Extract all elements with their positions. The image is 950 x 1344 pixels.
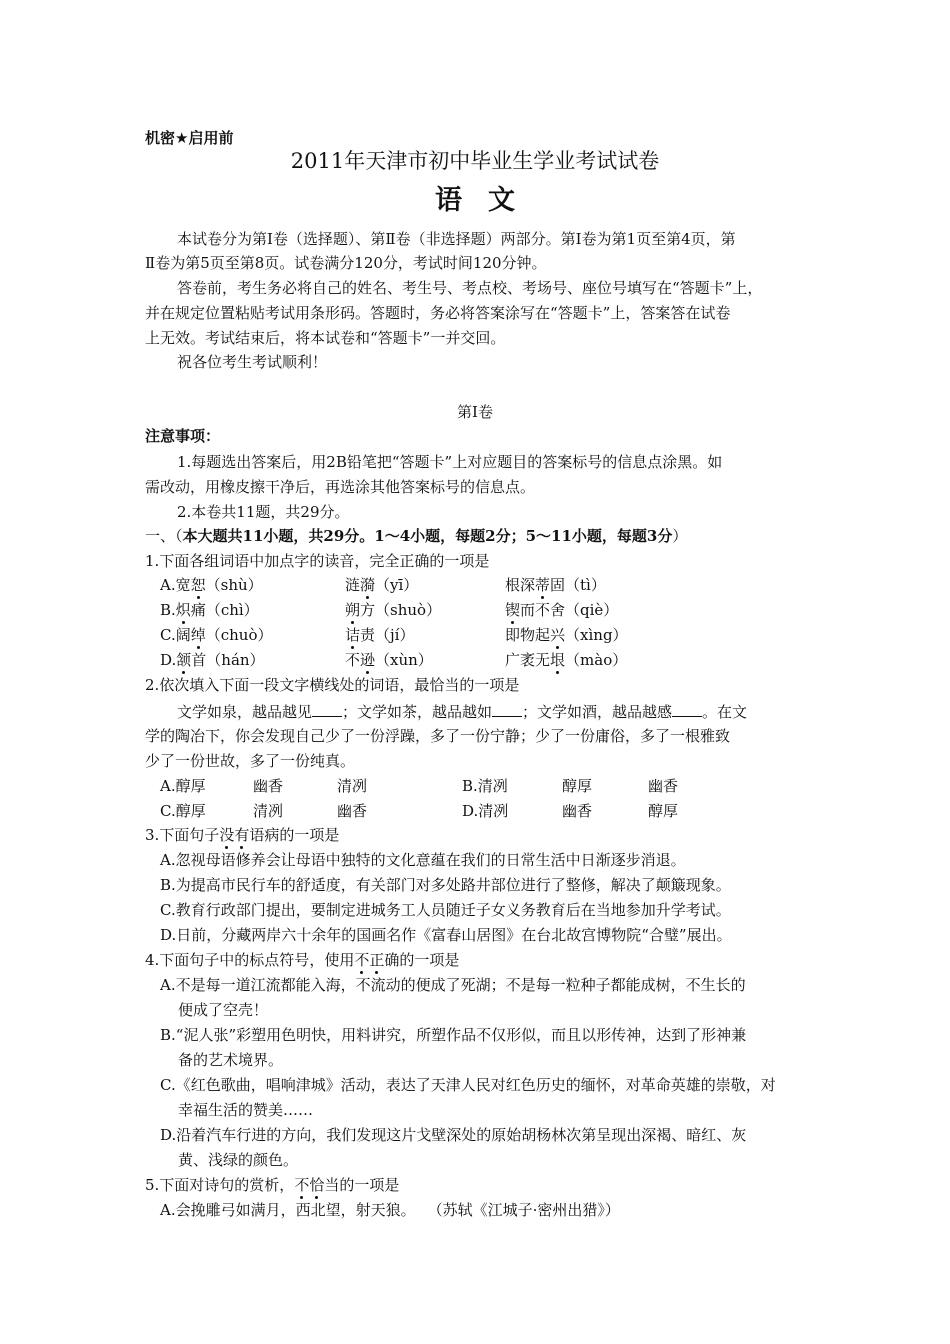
q1-opt-b-2: 朔方（shuò） xyxy=(345,601,442,619)
q2-opt-d: D.清冽 幽香 醇厚 xyxy=(462,802,679,820)
intro-line-6: 祝各位考生考试顺利！ xyxy=(177,353,328,371)
intro-line-1: 本试卷分为第Ⅰ卷（选择题）、第Ⅱ卷（非选择题）两部分。第Ⅰ卷为第1页至第4页，第 xyxy=(177,230,736,248)
subject-title: 语文 xyxy=(435,185,541,216)
q2-passage-line-3: 少了一份世故，多了一份纯真。 xyxy=(145,752,356,770)
q1-opt-b-1: B.炽痛（chì） xyxy=(160,601,259,619)
q4-opt-c-line-1: C.《红色歌曲，唱响津城》活动，表达了天津人民对红色历史的缅怀，对革命英雄的崇敬，对 xyxy=(160,1076,776,1094)
notice-line-2: 需改动，用橡皮擦干净后，再选涂其他答案标号的信息点。 xyxy=(145,478,536,496)
q2-passage-line-2: 学的陶冶下，你会发现自己少了一份浮躁，多了一份宁静；少了一份庸俗，多了一根雅致 xyxy=(145,727,731,745)
q4-opt-a-line-2: 便成了空壳！ xyxy=(178,1001,269,1019)
q1-opt-c-2: 诘责（jí） xyxy=(345,626,415,644)
q1-opt-a-3: 根深蒂固（tì） xyxy=(505,576,606,594)
q2-opt-b: B.清冽 醇厚 幽香 xyxy=(462,777,679,795)
q4-opt-d-line-1: D.沿着汽车行进的方向，我们发现这片戈壁深处的原始胡杨林次第呈现出深褐、暗红、灰 xyxy=(160,1126,747,1144)
intro-line-2: Ⅱ卷为第5页至第8页。试卷满分120分，考试时间120分钟。 xyxy=(145,254,547,272)
q4-opt-b-line-2: 备的艺术境界。 xyxy=(178,1051,284,1069)
confidential-label: 机密★启用前 xyxy=(145,129,234,147)
q4-stem: 4.下面句子中的标点符号，使用不正确的一项是 xyxy=(145,951,460,969)
q4-opt-b-line-1: B.“泥人张”彩塑用色明快，用料讲究，所塑作品不仅形似，而且以形传神，达到了形神兼 xyxy=(160,1026,747,1044)
notice-title: 注意事项： xyxy=(145,427,221,445)
q4-opt-c-line-2: 幸福生活的赞美…… xyxy=(178,1101,314,1119)
q1-opt-b-3: 锲而不舍（qiè） xyxy=(505,601,619,619)
blank-2 xyxy=(492,701,522,717)
q3-opt-c: C.教育行政部门提出，要制定进城务工人员随迁子女义务教育后在当地参加升学考试。 xyxy=(160,901,731,919)
q1-opt-d-2: 不逊（xùn） xyxy=(345,651,433,669)
q1-opt-a-2: 涟漪（yī） xyxy=(345,576,419,594)
intro-line-3: 答卷前，考生务必将自己的姓名、考生号、考点校、考场号、座位号填写在“答题卡”上， xyxy=(177,279,763,297)
q2-opt-a: A.醇厚 幽香 清冽 xyxy=(160,777,368,795)
q1-opt-c-3: 即物起兴（xìng） xyxy=(505,626,628,644)
notice-line-1: 1.每题选出答案后，用2B铅笔把“答题卡”上对应题目的答案标号的信息点涂黑。如 xyxy=(177,453,723,471)
q5-stem: 5.下面对诗句的赏析，不恰当的一项是 xyxy=(145,1176,400,1194)
blank-3 xyxy=(672,701,702,717)
q1-opt-a-1: A.宽恕（shù） xyxy=(160,576,263,594)
part1-heading: 第Ⅰ卷 xyxy=(457,403,493,421)
q3-stem: 3.下面句子没有语病的一项是 xyxy=(145,826,340,844)
q2-opt-c: C.醇厚 清冽 幽香 xyxy=(160,802,368,820)
q1-opt-d-3: 广袤无垠（mào） xyxy=(505,651,628,669)
q1-stem: 1.下面各组词语中加点字的读音，完全正确的一项是 xyxy=(145,552,490,570)
q3-opt-a: A.忽视母语修养会让母语中独特的文化意蕴在我们的日常生活中日渐逐步消退。 xyxy=(160,851,686,869)
q2-stem: 2.依次填入下面一段文字横线处的词语，最恰当的一项是 xyxy=(145,676,520,694)
notice-line-3: 2.本卷共11题，共29分。 xyxy=(177,503,350,521)
intro-line-5: 上无效。考试结束后，将本试卷和“答题卡”一并交回。 xyxy=(145,329,506,347)
q1-opt-c-1: C.阔绰（chuò） xyxy=(160,626,273,644)
blank-1 xyxy=(312,701,342,717)
q2-passage-line-1: 文学如泉，越品越见 ；文学如茶，越品越如 ；文学如酒，越品越感 。在文 xyxy=(177,703,748,721)
q4-opt-a-line-1: A.不是每一道江流都能入海，不流动的便成了死湖；不是每一粒种子都能成树，不生长的 xyxy=(160,976,746,994)
q3-opt-b: B.为提高市民行车的舒适度，有关部门对多处路井部位进行了整修，解决了颠簸现象。 xyxy=(160,876,731,894)
q4-opt-d-line-2: 黄、浅绿的颜色。 xyxy=(178,1151,299,1169)
q1-opt-d-1: D.颔首（hán） xyxy=(160,651,265,669)
intro-line-4: 并在规定位置粘贴考试用条形码。答题时，务必将答案涂写在“答题卡”上，答案答在试卷 xyxy=(145,304,731,322)
q3-opt-d: D.日前，分藏两岸六十余年的国画名作《富春山居图》在台北故宫博物院“合璧”展出。 xyxy=(160,926,732,944)
exam-title: 2011年天津市初中毕业生学业考试试卷 xyxy=(290,149,660,173)
q5-opt-a: A.会挽雕弓如满月，西北望，射天狼。 （苏轼《江城子·密州出猎》） xyxy=(160,1201,620,1219)
section-header: 一、（本大题共11小题，共29分。1～4小题，每题2分；5～11小题，每题3分） xyxy=(145,527,688,545)
